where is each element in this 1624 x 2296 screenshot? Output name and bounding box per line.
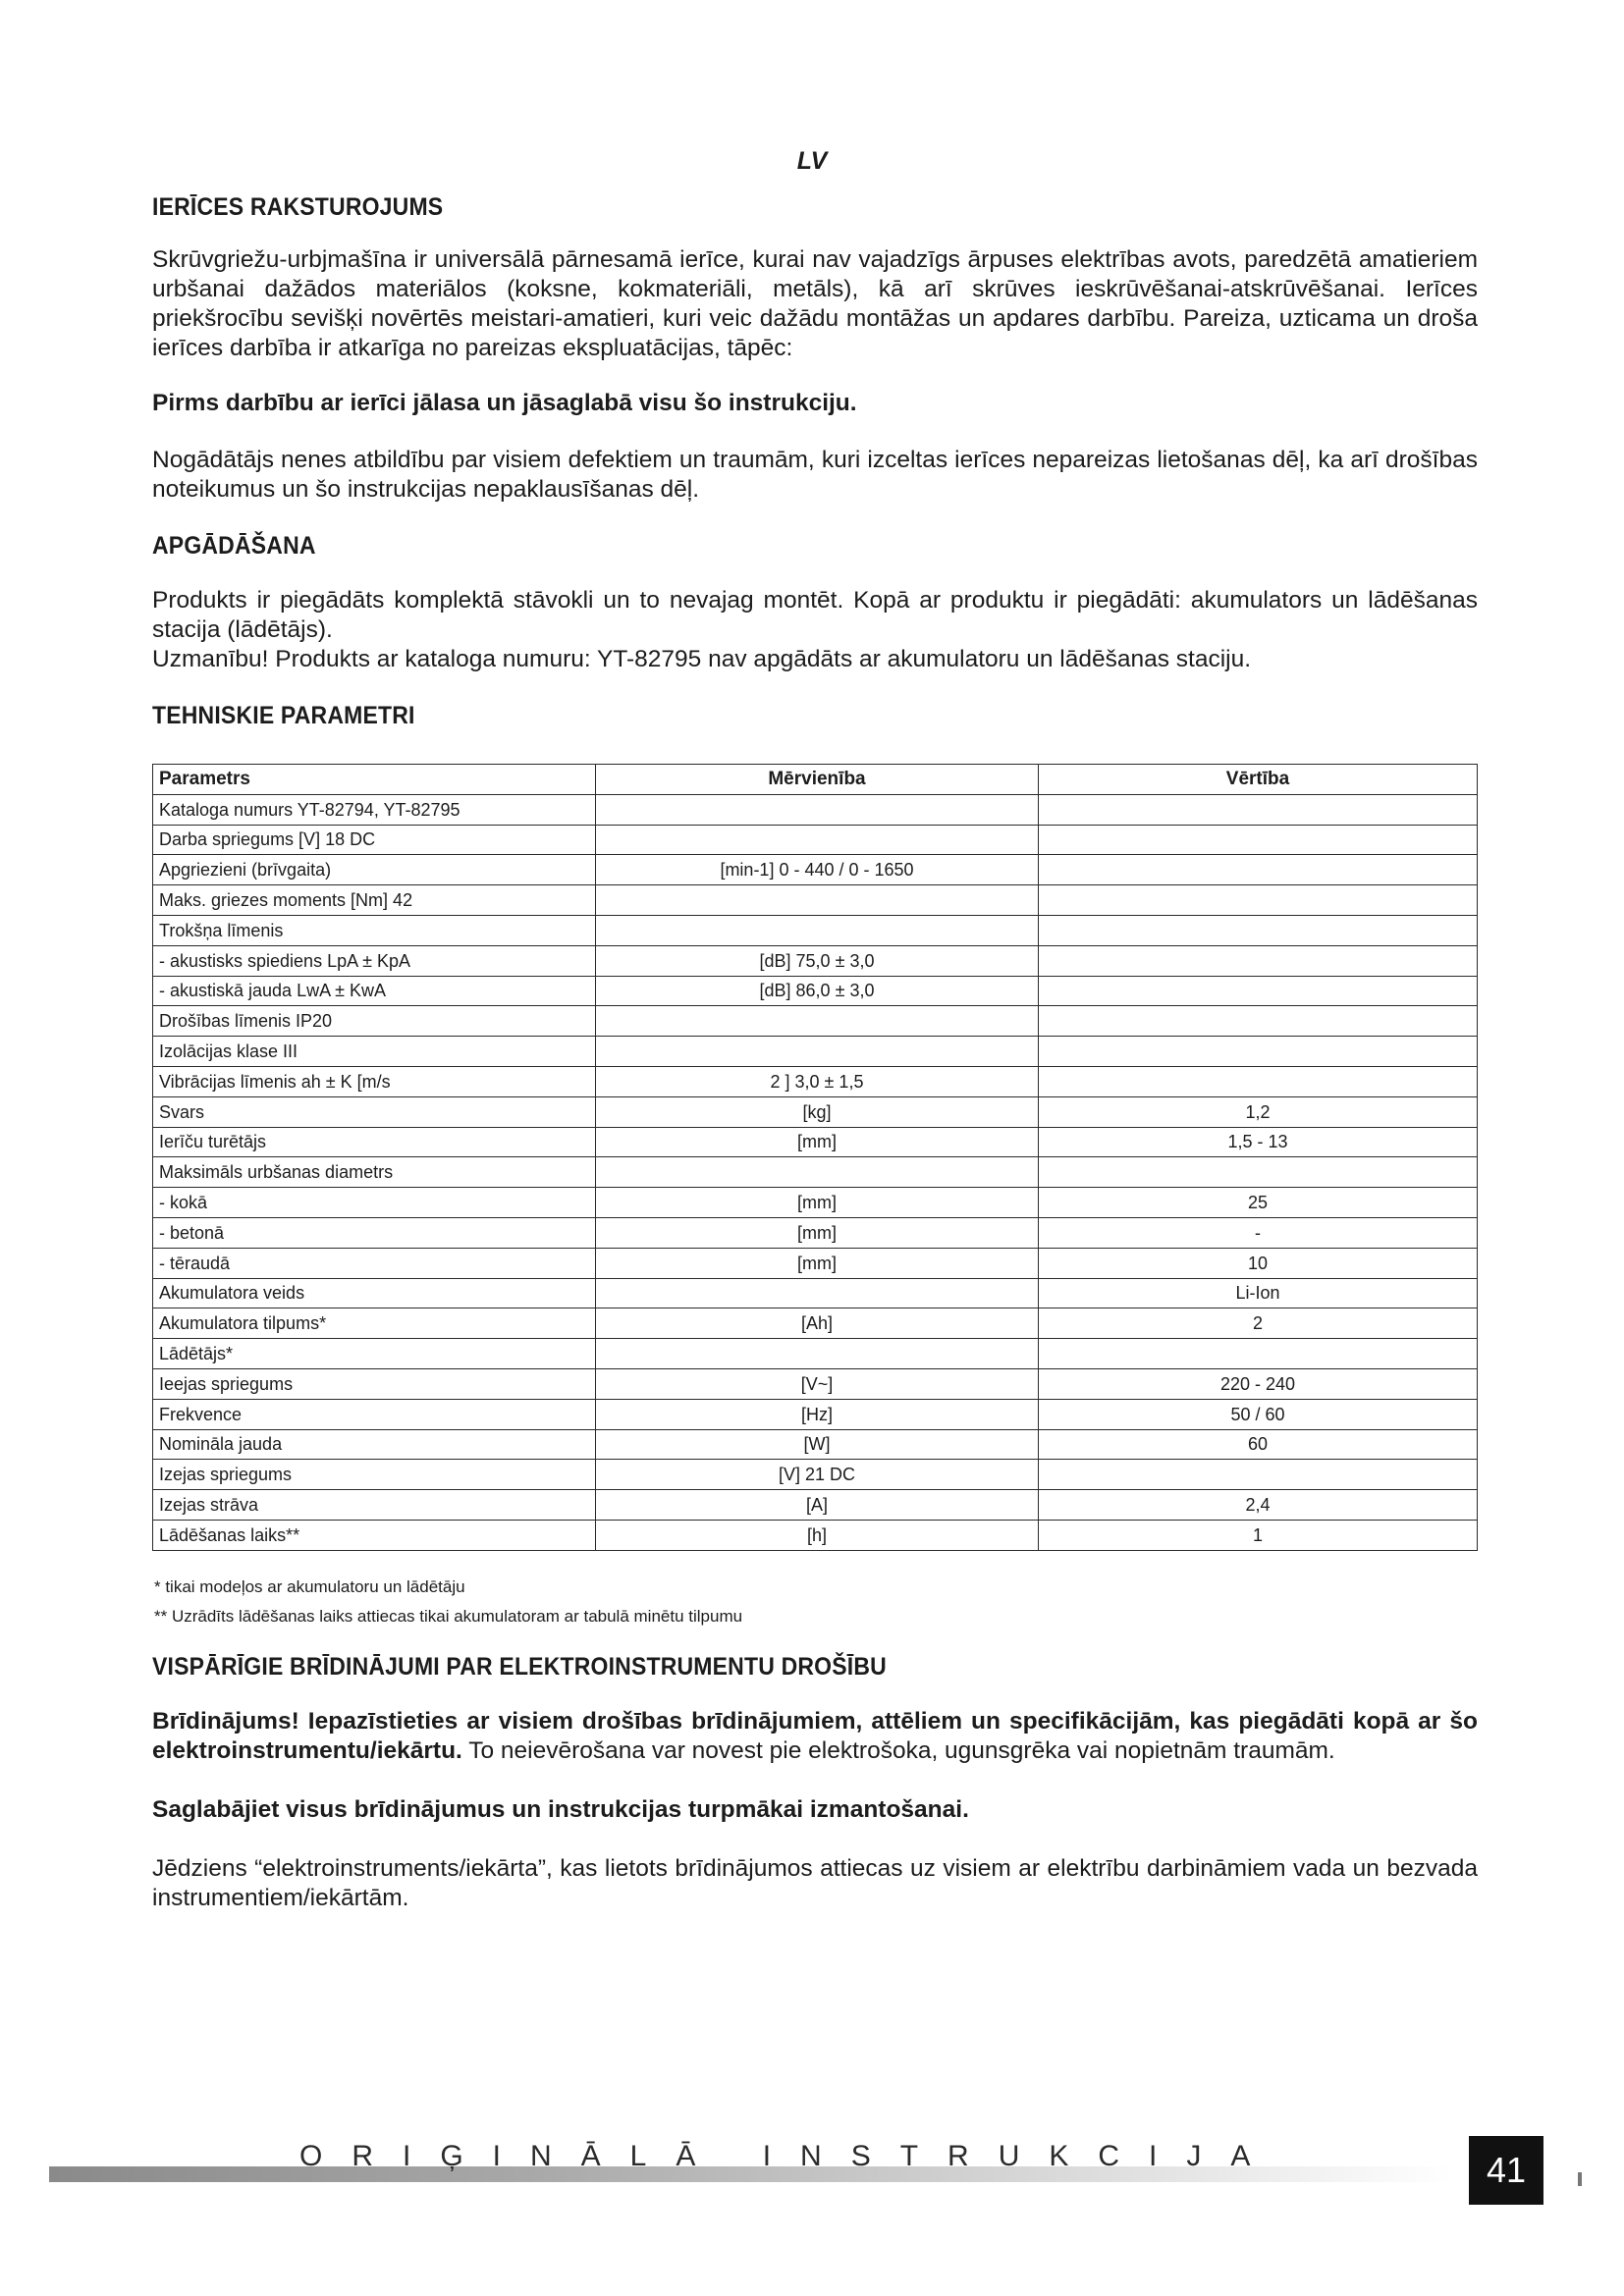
table-row	[153, 1066, 1478, 1096]
cell-mervieniba	[596, 915, 1039, 945]
apgadasana-block	[152, 586, 1478, 674]
table-row	[153, 1368, 1478, 1399]
cell-parametrs: Ierīču turētājs	[153, 1127, 596, 1157]
jedziens-paragraph: Jēdziens “elektroinstruments/iekārta”, kas lietots brīdinājumos attiecas uz visiem ar elektrību darbināmiem vada un bezvada instrumentiem/iekārtām.	[152, 1854, 1478, 1911]
bridinajums-bold-text: Brīdinājums! Iepazīstieties ar visiem drošības brīdinājumiem, attēliem un specifikācijām, kas piegādāti kopā ar šo elektroinstrumentu/iekārtu.	[152, 1707, 1478, 1764]
footnote-double-star: ** Uzrādīts lādēšanas laiks attiecas tikai akumulatoram ar tabulā minētu tilpumu	[154, 1606, 743, 1626]
cell-vertiba: 25	[1039, 1188, 1478, 1218]
cell-parametrs: Drošības līmenis IP20	[153, 1006, 596, 1037]
cell-mervieniba: [A]	[596, 1490, 1039, 1521]
apgadasana-paragraph-2: Uzmanību! Produkts ar kataloga numuru: YT-82795 nav apgādāts ar akumulatoru un lādēšanas staciju.	[152, 646, 1252, 672]
cell-vertiba	[1039, 855, 1478, 885]
cell-parametrs: Trokšņa līmenis	[153, 915, 596, 945]
cell-mervieniba: [mm]	[596, 1217, 1039, 1248]
cell-parametrs: Izejas strāva	[153, 1490, 596, 1521]
cell-parametrs: Darba spriegums [V] 18 DC	[153, 825, 596, 855]
cell-vertiba: 2	[1039, 1308, 1478, 1339]
parameters-table	[152, 764, 1478, 1551]
column-header-mervieniba: Mērvienība	[596, 765, 1039, 795]
cell-mervieniba	[596, 1157, 1039, 1188]
cell-parametrs: - akustisks spiediens LpA ± KpA	[153, 945, 596, 976]
cell-vertiba: 1,2	[1039, 1096, 1478, 1127]
cell-parametrs: Vibrācijas līmenis ah ± K [m/s	[153, 1066, 596, 1096]
cell-parametrs: Lādēšanas laiks**	[153, 1520, 596, 1550]
table-row	[153, 1520, 1478, 1550]
tehniskie-heading: TEHNISKIE PARAMETRI	[152, 702, 415, 729]
table-body	[153, 794, 1478, 1550]
warnings-heading: VISPĀRĪGIE BRĪDINĀJUMI PAR ELEKTROINSTRUMENTU DROŠĪBU	[152, 1652, 887, 1681]
cell-parametrs: Maks. griezes moments [Nm] 42	[153, 885, 596, 916]
cell-vertiba	[1039, 825, 1478, 855]
cell-mervieniba	[596, 1278, 1039, 1308]
cell-mervieniba	[596, 825, 1039, 855]
cell-parametrs: Akumulatora veids	[153, 1278, 596, 1308]
table-row	[153, 1127, 1478, 1157]
cell-mervieniba: [V] 21 DC	[596, 1460, 1039, 1490]
language-label: LV	[796, 147, 828, 175]
table-row	[153, 1006, 1478, 1037]
table-row	[153, 1429, 1478, 1460]
page-number: 41	[1486, 2150, 1527, 2190]
cell-mervieniba: [V~]	[596, 1368, 1039, 1399]
cell-vertiba: 1,5 - 13	[1039, 1127, 1478, 1157]
cell-parametrs: Lādētājs*	[153, 1339, 596, 1369]
cell-vertiba	[1039, 915, 1478, 945]
cell-vertiba	[1039, 976, 1478, 1006]
table-row	[153, 1157, 1478, 1188]
cell-vertiba: 60	[1039, 1429, 1478, 1460]
cell-mervieniba: [kg]	[596, 1096, 1039, 1127]
table-row	[153, 945, 1478, 976]
cell-parametrs: - betonā	[153, 1217, 596, 1248]
table-row	[153, 885, 1478, 916]
cell-vertiba	[1039, 885, 1478, 916]
table-row	[153, 915, 1478, 945]
cell-vertiba	[1039, 1066, 1478, 1096]
cell-parametrs: Apgriezieni (brīvgaita)	[153, 855, 596, 885]
cell-parametrs: - tēraudā	[153, 1248, 596, 1278]
apgadasana-heading: APGĀDĀŠANA	[152, 532, 316, 560]
cell-parametrs: Ieejas spriegums	[153, 1368, 596, 1399]
bridinajums-paragraph	[152, 1707, 1478, 1766]
table-row	[153, 1188, 1478, 1218]
cell-mervieniba: [dB] 86,0 ± 3,0	[596, 976, 1039, 1006]
cell-mervieniba: [W]	[596, 1429, 1039, 1460]
cell-mervieniba: [Ah]	[596, 1308, 1039, 1339]
footnote-single-star: * tikai modeļos ar akumulatoru un lādētāju	[154, 1576, 465, 1596]
table-row	[153, 1037, 1478, 1067]
cell-vertiba: -	[1039, 1217, 1478, 1248]
cell-mervieniba	[596, 794, 1039, 825]
cell-mervieniba: [h]	[596, 1520, 1039, 1550]
table-row	[153, 1460, 1478, 1490]
table-row	[153, 1096, 1478, 1127]
bridinajums-rest-text: To neievērošana var novest pie elektrošoka, ugunsgrēka vai nopietnām traumām.	[461, 1736, 1335, 1764]
cell-vertiba	[1039, 1460, 1478, 1490]
footer-title: ORIĢINĀLĀ INSTRUKCIJA	[299, 2140, 1280, 2172]
cell-parametrs: Nomināla jauda	[153, 1429, 596, 1460]
cell-vertiba	[1039, 1157, 1478, 1188]
cell-parametrs: - kokā	[153, 1188, 596, 1218]
cell-parametrs: Akumulatora tilpums*	[153, 1308, 596, 1339]
page-content	[152, 193, 1478, 1913]
cell-parametrs: Kataloga numurs YT-82794, YT-82795	[153, 794, 596, 825]
cell-mervieniba: [min-1] 0 - 440 / 0 - 1650	[596, 855, 1039, 885]
cell-vertiba	[1039, 1037, 1478, 1067]
table-row	[153, 1217, 1478, 1248]
cell-parametrs: Izejas spriegums	[153, 1460, 596, 1490]
table-row	[153, 1399, 1478, 1429]
table-row	[153, 855, 1478, 885]
cell-parametrs: Svars	[153, 1096, 596, 1127]
table-notes	[152, 1573, 1478, 1631]
cell-mervieniba: 2 ] 3,0 ± 1,5	[596, 1066, 1039, 1096]
cell-mervieniba: [mm]	[596, 1127, 1039, 1157]
nogadatajs-paragraph: Nogādātājs nenes atbildību par visiem defektiem un traumām, kuri izceltas ierīces nepareizas lietošanas dēļ, ka arī drošības noteikumus un šo instrukcijas nepaklausīšanas dēļ.	[152, 447, 1478, 503]
cell-vertiba	[1039, 794, 1478, 825]
table-row	[153, 976, 1478, 1006]
saglabajiet-paragraph: Saglabājiet visus brīdinājumus un instrukcijas turpmākai izmantošanai.	[152, 1795, 969, 1823]
raksturojums-heading: IERĪCES RAKSTUROJUMS	[152, 193, 444, 221]
cell-vertiba: 50 / 60	[1039, 1399, 1478, 1429]
cell-vertiba	[1039, 945, 1478, 976]
column-header-parametrs: Parametrs	[153, 765, 596, 795]
cell-mervieniba	[596, 885, 1039, 916]
cell-vertiba	[1039, 1006, 1478, 1037]
cell-vertiba	[1039, 1339, 1478, 1369]
cell-parametrs: Frekvence	[153, 1399, 596, 1429]
cell-mervieniba	[596, 1006, 1039, 1037]
cell-mervieniba	[596, 1037, 1039, 1067]
table-row	[153, 1308, 1478, 1339]
page-number-box	[1469, 2136, 1543, 2205]
cell-parametrs: - akustiskā jauda LwA ± KwA	[153, 976, 596, 1006]
pirms-paragraph: Pirms darbību ar ierīci jālasa un jāsaglabā visu šo instrukciju.	[152, 390, 857, 416]
cell-mervieniba: [mm]	[596, 1188, 1039, 1218]
cell-mervieniba: [mm]	[596, 1248, 1039, 1278]
apgadasana-paragraph-1: Produkts ir piegādāts komplektā stāvokli un to nevajag montēt. Kopā ar produktu ir piegādāti: akumulators un lādēšanas stacija (lādētājs).	[152, 587, 1478, 643]
cell-vertiba: 2,4	[1039, 1490, 1478, 1521]
table-row	[153, 1248, 1478, 1278]
cell-mervieniba	[596, 1339, 1039, 1369]
cell-vertiba: Li-Ion	[1039, 1278, 1478, 1308]
cell-vertiba: 220 - 240	[1039, 1368, 1478, 1399]
table-row	[153, 825, 1478, 855]
cell-parametrs: Izolācijas klase III	[153, 1037, 596, 1067]
cell-mervieniba: [Hz]	[596, 1399, 1039, 1429]
raksturojums-paragraph: Skrūvgriežu-urbjmašīna ir universālā pārnesamā ierīce, kurai nav vajadzīgs ārpuses elektrības avots, paredzētā amatieriem urbšanai dažādos materiālos (koksne, kokmateriāli, metāls), kā arī skrūves ieskrūvēšanai-atskrūvēšanai. Ierīces priekšrocību sevišķi novērtēs meistari-amatieri, kuri veic dažādu montāžas un apdares darbību. Pareiza, uzticama un droša ierīces darbība ir atkarīga no pareizas ekspluatācijas, tāpēc:	[152, 246, 1478, 361]
table-row	[153, 794, 1478, 825]
table-row	[153, 1490, 1478, 1521]
cell-mervieniba: [dB] 75,0 ± 3,0	[596, 945, 1039, 976]
column-header-vertiba: Vērtība	[1039, 765, 1478, 795]
table-row	[153, 1339, 1478, 1369]
page-edge-mark	[1578, 2172, 1582, 2186]
cell-vertiba: 1	[1039, 1520, 1478, 1550]
cell-vertiba: 10	[1039, 1248, 1478, 1278]
table-row	[153, 1278, 1478, 1308]
table-header-row	[153, 765, 1478, 795]
cell-parametrs: Maksimāls urbšanas diametrs	[153, 1157, 596, 1188]
